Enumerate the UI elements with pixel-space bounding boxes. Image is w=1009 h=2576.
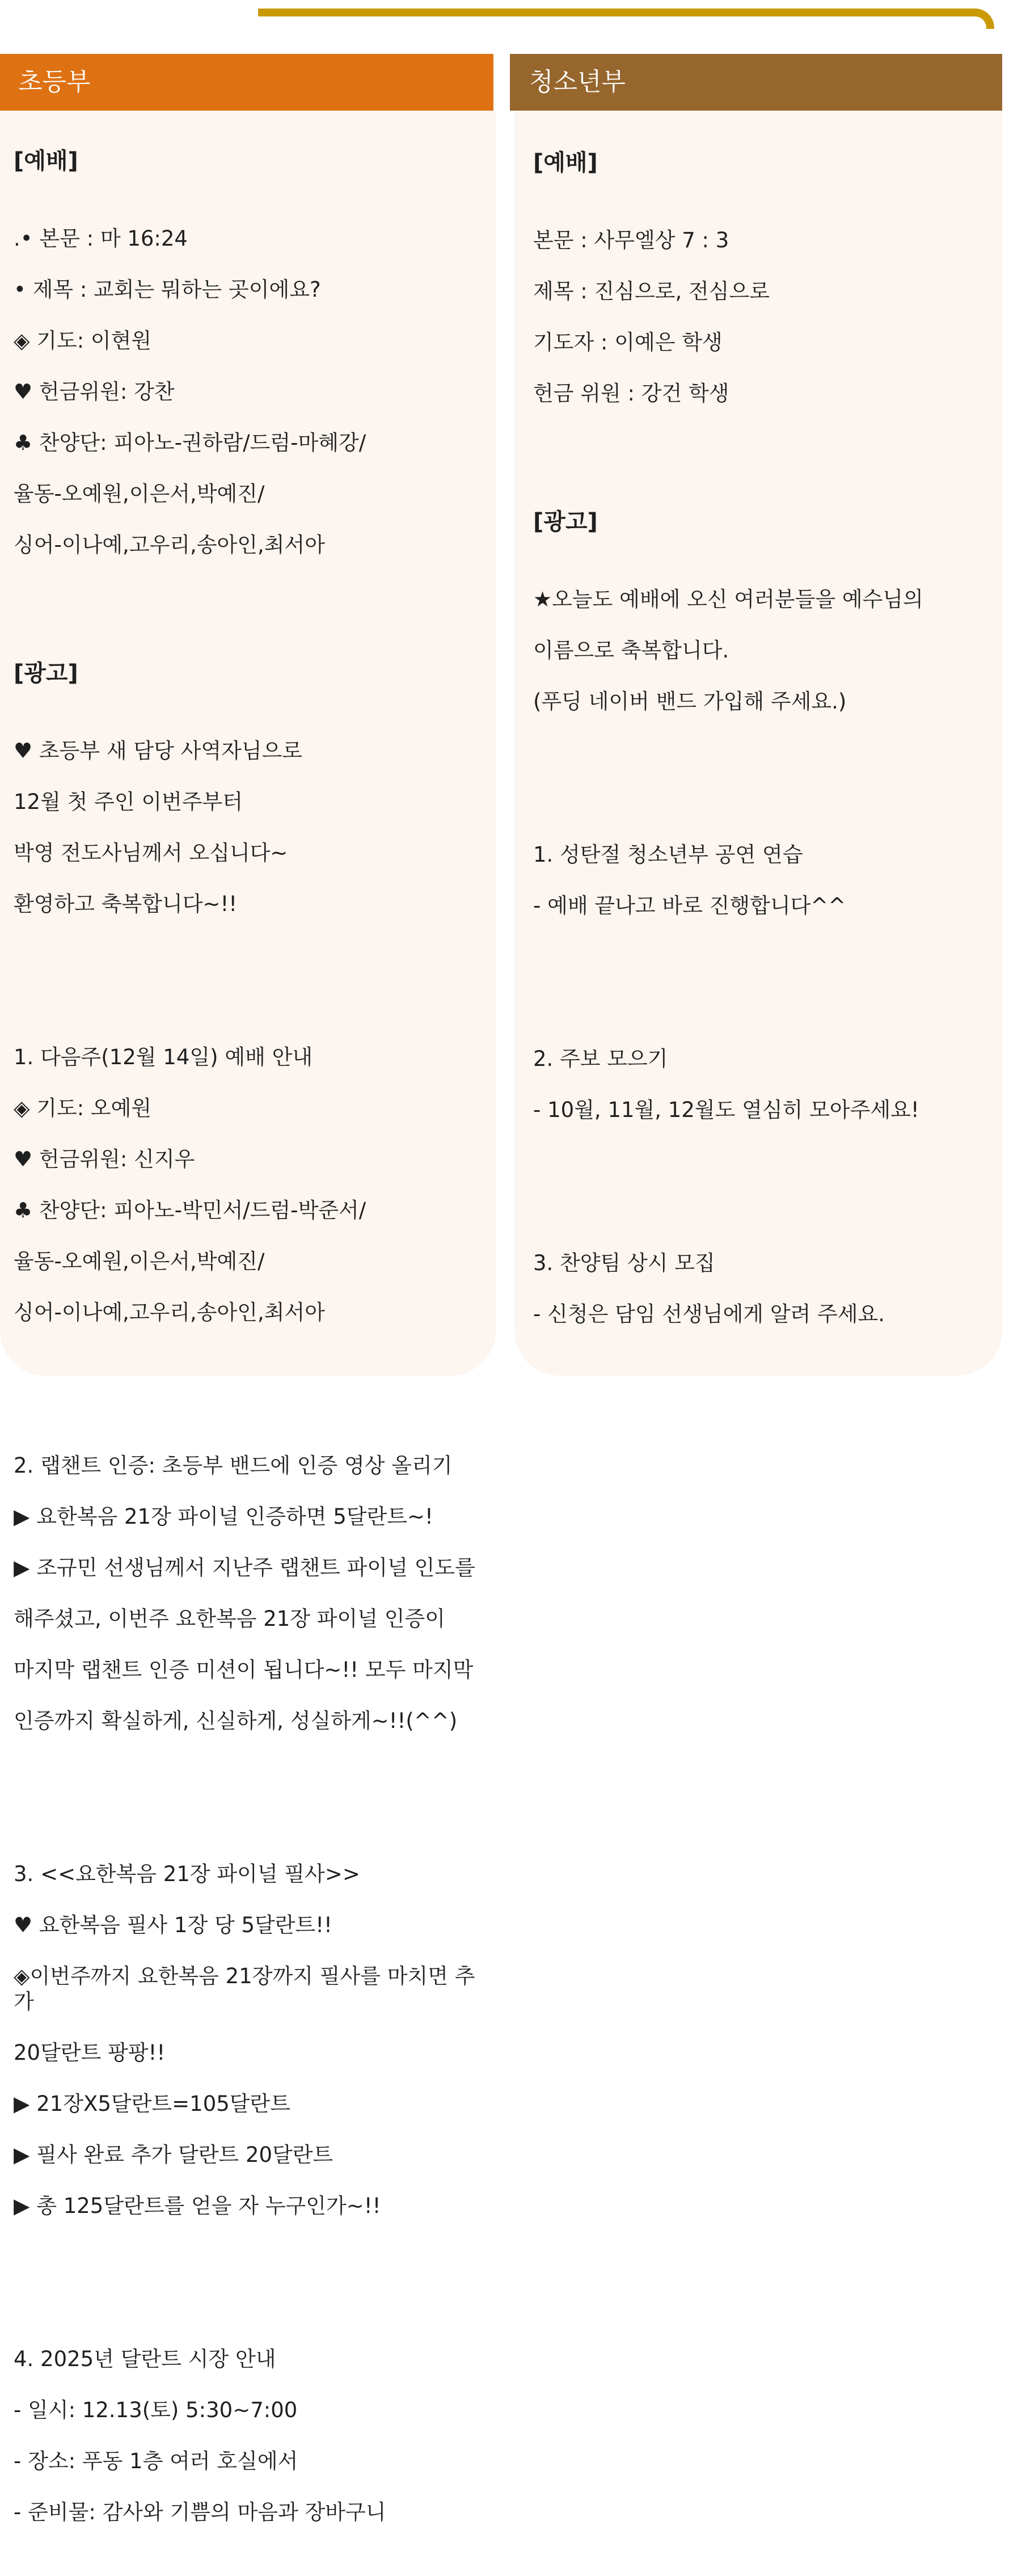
worship-line: 헌금 위원 : 강건 학생	[533, 381, 729, 406]
worship-line: 싱어-이나예,고우리,송아인,최서아	[14, 533, 326, 557]
ad-line: - 10월, 11월, 12월도 열심히 모아주세요!	[533, 1098, 919, 1122]
youth-worship-section	[533, 202, 987, 432]
ad-line: 인증까지 확실하게, 신실하게, 성실하게~!!(^^)	[14, 1709, 458, 1733]
ad-line: 3. <<요한복음 21장 파이널 필사>>	[14, 1862, 360, 1886]
youth-ad-intro	[533, 561, 987, 740]
spacer	[533, 765, 987, 791]
worship-line: ♣ 찬양단: 피아노-권하람/드럼-마혜강/	[14, 431, 366, 455]
ad-line: ▶ 총 125달란트를 얻을 자 누구인가~!!	[14, 2194, 381, 2218]
youth-ad-1	[533, 816, 987, 944]
ad-line: 마지막 랩챈트 인증 미션이 됩니다~!! 모두 마지막	[14, 1658, 474, 1682]
worship-line: 제목 : 진심으로, 전심으로	[533, 279, 770, 303]
ad-line: - 장소: 푸동 1층 여러 호실에서	[14, 2449, 298, 2473]
youth-title: 청소년부	[529, 68, 626, 96]
ad-line: 3. 찬양팀 상시 모집	[533, 1251, 715, 1275]
ad-line: 12월 첫 주인 이번주부터	[14, 790, 243, 814]
ad-line: 1. 성탄절 청소년부 공연 연습	[533, 842, 803, 867]
ad-line: 해주셨고, 이번주 요한복음 21장 파이널 인증이	[14, 1607, 446, 1631]
elementary-ad-2	[14, 1427, 490, 1759]
youth-worship-heading: [예배]	[533, 150, 598, 176]
worship-line: 본문 : 사무엘상 7 : 3	[533, 228, 729, 252]
elementary-content	[14, 122, 490, 2576]
ad-line: ★오늘도 예배에 오신 여러분들을 예수님의	[533, 587, 923, 612]
ad-line: ♥ 초등부 새 담당 사역자님으로	[14, 739, 303, 763]
ad-line: (푸딩 네이버 밴드 가입해 주세요.)	[533, 689, 847, 714]
ad-line: ▶ 조규민 선생님께서 지난주 랩챈트 파이널 인도를	[14, 1555, 475, 1580]
elementary-worship-heading: [예배]	[14, 148, 78, 174]
ad-line: 환영하고 축복합니다~!!	[14, 892, 238, 916]
ad-line: ◈ 기도: 오예원	[14, 1096, 152, 1120]
ad-line: - 예배 끝나고 바로 진행합니다^^	[533, 893, 846, 918]
spacer	[533, 969, 987, 995]
worship-line: ♥ 헌금위원: 강찬	[14, 380, 175, 404]
youth-ad-2	[533, 1021, 987, 1148]
worship-line: .• 본문 : 마 16:24	[14, 226, 188, 251]
ad-line: - 일시: 12.13(토) 5:30~7:00	[14, 2398, 298, 2422]
youth-header	[510, 54, 1002, 111]
elementary-ad-heading: [광고]	[14, 660, 78, 686]
ad-line: 싱어-이나예,고우리,송아인,최서아	[14, 1300, 326, 1325]
spacer	[14, 1376, 490, 1402]
ad-line: ▶ 필사 완료 추가 달란트 20달란트	[14, 2143, 333, 2167]
elementary-ad-intro	[14, 712, 490, 942]
ad-line: ◈이번주까지 요한복음 21장까지 필사를 마치면 추가	[14, 1964, 475, 2014]
ad-line: 1. 다음주(12월 14일) 예배 안내	[14, 1045, 313, 1069]
youth-ad-3	[533, 1225, 987, 1352]
elementary-ad-1	[14, 1019, 490, 1351]
spacer	[14, 609, 490, 634]
spacer	[533, 1174, 987, 1199]
youth-content	[533, 124, 987, 1378]
ad-line: 2. 랩챈트 인증: 초등부 밴드에 인증 영상 올리기	[14, 1453, 453, 1478]
elementary-header	[0, 54, 493, 111]
ad-line: 2. 주보 모으기	[533, 1047, 668, 1071]
top-decorative-rule	[258, 9, 994, 29]
ad-line: ▶ 요한복음 21장 파이널 인증하면 5달란트~!	[14, 1504, 433, 1529]
ad-line: ♥ 헌금위원: 신지우	[14, 1147, 195, 1171]
worship-line: • 제목 : 교회는 뭐하는 곳이에요?	[14, 277, 321, 302]
ad-line: 박영 전도사님께서 오십니다~	[14, 841, 288, 865]
ad-line: - 준비물: 감사와 기쁨의 마음과 장바구니	[14, 2500, 386, 2524]
ad-line: ♥ 요한복음 필사 1장 당 5달란트!!	[14, 1913, 332, 1937]
ad-line: ♣ 찬양단: 피아노-박민서/드럼-박준서/	[14, 1198, 366, 1222]
ad-line: 율동-오예원,이은서,박예진/	[14, 1249, 265, 1274]
worship-line: 기도자 : 이예은 학생	[533, 330, 723, 355]
ad-line: ▶ 21장X5달란트=105달란트	[14, 2092, 291, 2116]
spacer	[14, 1785, 490, 1810]
elementary-worship-section	[14, 200, 490, 583]
spacer	[14, 2270, 490, 2295]
youth-ad-heading: [광고]	[533, 509, 598, 535]
spacer	[14, 968, 490, 993]
elementary-ad-3	[14, 1836, 490, 2244]
worship-line: ◈ 기도: 이현원	[14, 328, 152, 353]
worship-line: 율동-오예원,이은서,박예진/	[14, 482, 265, 506]
ad-line: - 신청은 담임 선생님에게 알려 주세요.	[533, 1302, 885, 1326]
ad-line: 4. 2025년 달란트 시장 안내	[14, 2347, 276, 2371]
ad-line: 20달란트 팡팡!!	[14, 2040, 166, 2065]
elementary-ad-4	[14, 2321, 490, 2550]
ad-line: 이름으로 축복합니다.	[533, 638, 729, 663]
elementary-title: 초등부	[18, 68, 91, 96]
spacer	[533, 457, 987, 483]
